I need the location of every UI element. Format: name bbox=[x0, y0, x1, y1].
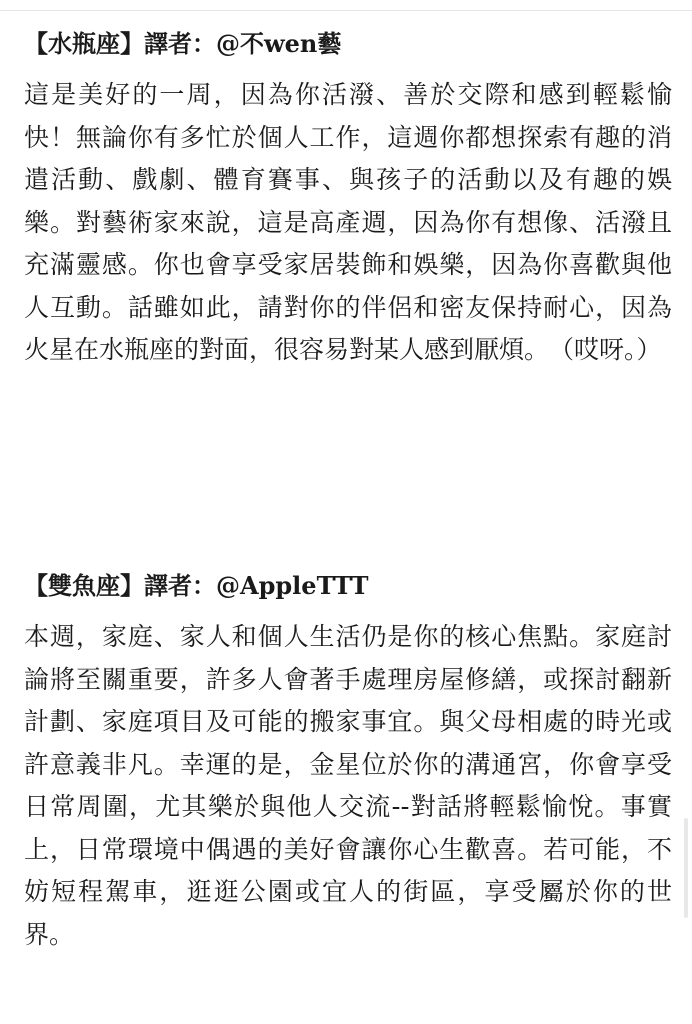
translator-handle: @AppleTTT bbox=[216, 571, 369, 600]
horoscope-text: 本週，家庭、家人和個人生活仍是你的核心焦點。家庭討論將至關重要，許多人會著手處理房屋修繕，或探討翻新計劃、家庭項目及可能的搬家事宜。與父母相處的時光或許意義非凡。幸運的是，金星位於你的溝通宮，你會享受日常周圍，尤其樂於與他人交流--對話將輕鬆愉悅。事實上，日常環境中偶遇的美好會讓你心生歡喜。若可能，不妨短程駕車，逛逛公園或宜人的街區，享受屬於你的世界。 bbox=[24, 622, 672, 949]
section-heading bbox=[24, 568, 672, 604]
horoscope-section-pisces bbox=[24, 568, 672, 956]
horoscope-section-aquarius bbox=[24, 26, 672, 372]
translator-handle: @不wen藝 bbox=[216, 29, 342, 58]
translator-prefix: 譯者： bbox=[144, 29, 216, 58]
translator-prefix: 譯者： bbox=[144, 571, 216, 600]
sign-name: 【水瓶座】 bbox=[24, 29, 144, 58]
horoscope-text: 這是美好的一周，因為你活潑、善於交際和感到輕鬆愉快！無論你有多忙於個人工作，這週你都想探索有趣的消遣活動、戲劇、體育賽事、與孩子的活動以及有趣的娛樂。對藝術家來說，這是高產週，因為你有想像、活潑且充滿靈感。你也會享受家居裝飾和娛樂，因為你喜歡與他人互動。話雖如此，請對你的伴侶和密友保持耐心，因為火星在水瓶座的對面，很容易對某人感到厭煩。 （哎呀。） bbox=[24, 80, 672, 364]
section-heading bbox=[24, 26, 672, 62]
sign-name: 【雙魚座】 bbox=[24, 571, 144, 600]
scrollbar[interactable] bbox=[684, 818, 688, 918]
top-divider bbox=[0, 0, 692, 11]
